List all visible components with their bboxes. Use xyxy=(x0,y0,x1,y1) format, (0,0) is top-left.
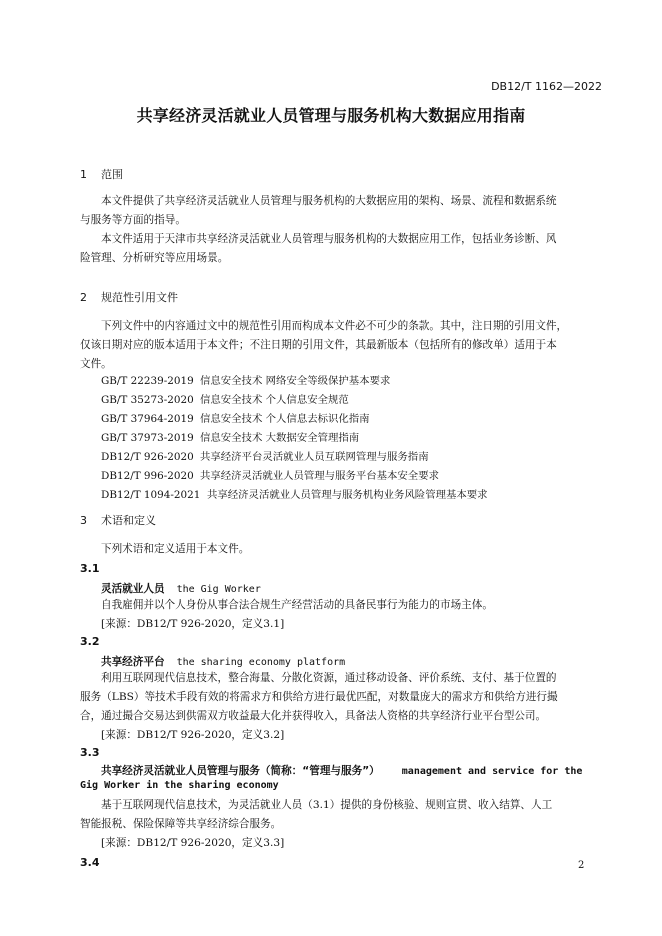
paragraph-line: 本文件提供了共享经济灵活就业人员管理与服务机构的大数据应用的架构、场景、流程和数据系统 xyxy=(101,195,557,207)
reference-code: GB/T 35273-2020 xyxy=(101,394,194,406)
section-1-heading xyxy=(80,166,123,182)
section-number: 3 xyxy=(80,514,87,527)
reference-title: 共享经济灵活就业人员管理与服务机构业务风险管理基本要求 xyxy=(207,489,488,501)
reference-code: DB12/T 926-2020 xyxy=(101,451,194,463)
reference-title: 信息安全技术 个人信息去标识化指南 xyxy=(200,413,370,425)
paragraph-line: 险管理、分析研究等应用场景。 xyxy=(80,252,229,264)
document-code: DB12/T 1162—2022 xyxy=(491,80,602,93)
section-3-heading xyxy=(80,512,156,528)
term-zh: 共享经济平台 xyxy=(101,656,165,668)
term-definition: 合，通过撮合交易达到供需双方收益最大化并获得收入，具备法人资格的共享经济行业平台型公司。 xyxy=(80,710,547,722)
reference-title: 信息安全技术 大数据安全管理指南 xyxy=(200,432,360,444)
reference-item xyxy=(101,467,621,486)
term-definition: 利用互联网现代信息技术，整合海量、分散化资源，通过移动设备、评价系统、支付、基于位置的 xyxy=(101,672,557,684)
paragraph-line: 文件。 xyxy=(80,358,112,370)
term-definition: 智能报税、保险保障等共享经济综合服务。 xyxy=(80,818,282,830)
page-number: 2 xyxy=(578,860,585,871)
term-source: [来源：DB12/T 926-2020，定义3.3] xyxy=(101,837,285,849)
section-2-heading xyxy=(80,289,178,305)
term-heading xyxy=(101,763,582,778)
term-definition: 自我雇佣并以个人身份从事合法合规生产经营活动的具备民事行为能力的市场主体。 xyxy=(101,599,493,611)
reference-code: GB/T 22239-2019 xyxy=(101,375,194,387)
section-title: 范围 xyxy=(101,168,123,181)
section-number: 2 xyxy=(80,291,87,304)
term-en-continued: Gig Worker in the sharing economy xyxy=(80,780,279,791)
term-en: the sharing economy platform xyxy=(176,657,346,668)
term-en: management and service for the xyxy=(401,766,583,777)
reference-item xyxy=(101,486,621,505)
reference-title: 共享经济平台灵活就业人员互联网管理与服务指南 xyxy=(200,451,429,463)
reference-code: DB12/T 1094-2021 xyxy=(101,489,201,501)
section-title: 规范性引用文件 xyxy=(101,291,178,304)
term-source: [来源：DB12/T 926-2020，定义3.1] xyxy=(101,618,285,630)
term-zh: 共享经济灵活就业人员管理与服务（简称：“管理与服务”） xyxy=(101,765,380,777)
reference-code: GB/T 37973-2019 xyxy=(101,432,194,444)
term-heading xyxy=(101,654,345,669)
term-definition: 服务（LBS）等技术手段有效的将需求方和供给方进行最优匹配，对数量庞大的需求方和供给方进行撮 xyxy=(80,691,558,703)
term-number: 3.1 xyxy=(80,562,100,575)
paragraph-line: 与服务等方面的指导。 xyxy=(80,214,186,226)
section-number: 1 xyxy=(80,168,87,181)
term-heading xyxy=(101,581,261,596)
term-en: the Gig Worker xyxy=(176,584,261,595)
term-definition: 基于互联网现代信息技术，为灵活就业人员（3.1）提供的身份核验、规则宣贯、收入结算、人工 xyxy=(101,799,553,811)
term-source: [来源：DB12/T 926-2020，定义3.2] xyxy=(101,729,285,741)
paragraph-line: 下列术语和定义适用于本文件。 xyxy=(101,543,250,555)
term-number: 3.4 xyxy=(80,856,100,869)
reference-title: 信息安全技术 个人信息安全规范 xyxy=(200,394,349,406)
reference-item xyxy=(101,410,621,429)
reference-item xyxy=(101,391,621,410)
term-number: 3.3 xyxy=(80,746,100,759)
reference-item xyxy=(101,372,621,391)
term-number: 3.2 xyxy=(80,635,100,648)
reference-title: 共享经济灵活就业人员管理与服务平台基本安全要求 xyxy=(200,470,439,482)
paragraph-line: 下列文件中的内容通过文中的规范性引用而构成本文件必不可少的条款。其中，注日期的引用文件， xyxy=(101,320,568,332)
term-zh: 灵活就业人员 xyxy=(101,583,165,595)
reference-code: GB/T 37964-2019 xyxy=(101,413,194,425)
paragraph-line: 本文件适用于天津市共享经济灵活就业人员管理与服务机构的大数据应用工作，包括业务诊断、风 xyxy=(101,233,557,245)
reference-item xyxy=(101,429,621,448)
reference-code: DB12/T 996-2020 xyxy=(101,470,194,482)
reference-item xyxy=(101,448,621,467)
reference-title: 信息安全技术 网络安全等级保护基本要求 xyxy=(200,375,391,387)
document-title: 共享经济灵活就业人员管理与服务机构大数据应用指南 xyxy=(136,106,526,125)
paragraph-line: 仅该日期对应的版本适用于本文件；不注日期的引用文件，其最新版本（包括所有的修改单）适用于本 xyxy=(80,339,557,351)
section-title: 术语和定义 xyxy=(101,514,156,527)
